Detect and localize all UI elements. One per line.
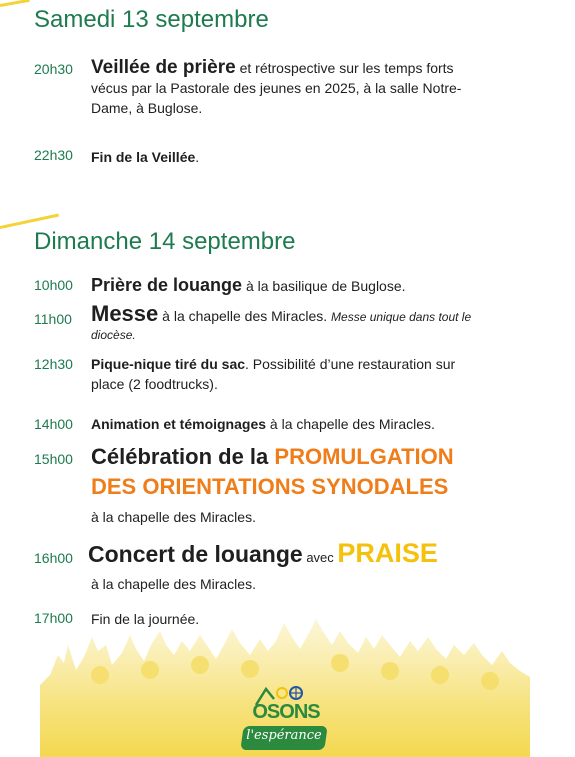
event-description [88, 540, 528, 597]
event-time: 11h00 [34, 311, 72, 327]
event-title: Pique-nique tiré du sac [91, 356, 246, 372]
event-time: 22h30 [34, 147, 73, 163]
event-text-mid: avec [302, 550, 338, 565]
saturday-heading: Samedi 13 septembre [34, 6, 269, 33]
event-note-line2: diocèse. [91, 328, 136, 342]
event-description [91, 414, 531, 434]
decorative-stroke-top [0, 0, 30, 7]
event-highlight: PRAISE [337, 538, 438, 568]
event-text: . [195, 149, 200, 165]
event-time: 15h00 [34, 451, 73, 467]
event-text: à la chapelle des Miracles. [91, 509, 256, 525]
event-description [91, 443, 531, 531]
event-note-line1: Messe unique dans tout le [331, 310, 472, 324]
event-title: Concert de louange [88, 541, 303, 567]
event-text: à la chapelle des Miracles. [266, 416, 435, 432]
event-title: Célébration de la [91, 444, 275, 469]
event-time: 16h00 [34, 550, 73, 566]
event-text-line1: et rétrospective sur les temps forts [235, 60, 454, 76]
event-description [91, 58, 531, 118]
logo-word: OSONS [252, 701, 320, 723]
logo-script: l'espérance [246, 728, 322, 743]
event-description [91, 275, 531, 296]
event-text: Fin de la journée. [91, 611, 200, 627]
event-title: Animation et témoignages [91, 416, 267, 432]
event-title: Messe [91, 301, 159, 326]
event-text: à la chapelle des Miracles. [158, 308, 332, 324]
event-text: à la basilique de Buglose. [242, 278, 406, 294]
event-time: 20h30 [34, 61, 73, 77]
event-time: 14h00 [34, 416, 73, 432]
event-highlight-line1: PROMULGATION [274, 444, 454, 469]
decorative-stroke-middle [0, 214, 59, 229]
event-text: à la chapelle des Miracles. [91, 576, 256, 592]
event-time: 10h00 [34, 277, 73, 293]
event-text-line2: place (2 foodtrucks). [91, 376, 218, 392]
event-description [91, 147, 531, 167]
event-title: Fin de la Veillée [91, 149, 196, 165]
event-title: Prière de louange [91, 275, 243, 295]
event-text-line3: Dame, à Buglose. [91, 100, 203, 116]
event-time: 17h00 [34, 610, 73, 626]
osons-lesperance-logo [236, 685, 336, 755]
event-title: Veillée de prière [91, 57, 236, 78]
event-time: 12h30 [34, 356, 73, 372]
event-description [91, 301, 531, 344]
event-highlight-line2: DES ORIENTATIONS SYNODALES [91, 474, 449, 499]
event-description [91, 354, 531, 394]
sunday-heading: Dimanche 14 septembre [34, 228, 296, 255]
event-text-line2: vécus par la Pastorale des jeunes en 2025, à la salle Notre- [91, 80, 462, 96]
event-text-line1: . Possibilité d’une restauration sur [245, 356, 456, 372]
